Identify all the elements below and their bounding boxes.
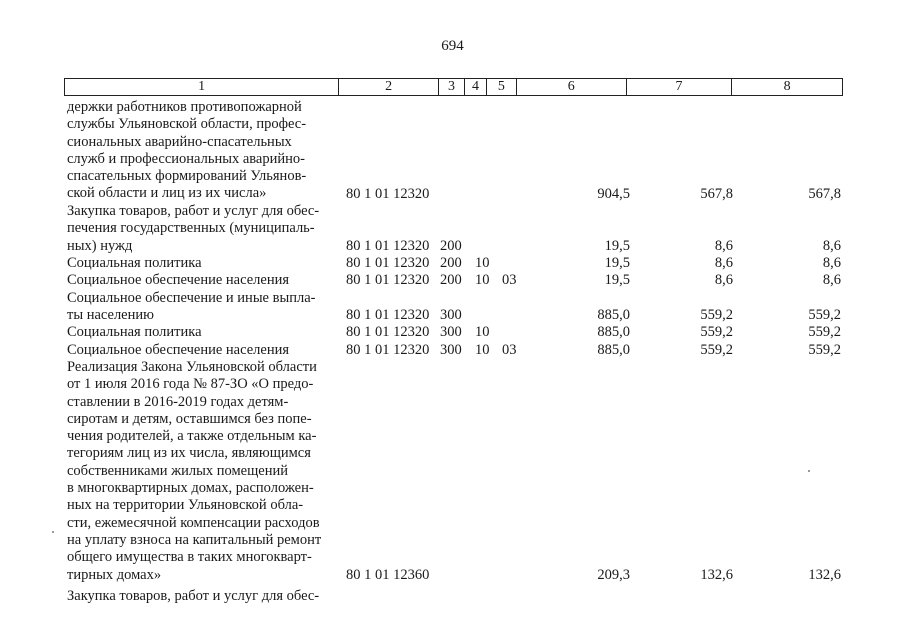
target-article-code: 80 1 01 12320 [346,185,430,202]
subsection-code: 03 [502,342,517,358]
amount-column-8: 8,6 [822,272,841,288]
description-line: в многоквартирных домах, расположен- [67,480,314,497]
column-header-4: 4 [465,79,487,95]
description-line: сти, ежемесячной компенсации расходов [67,514,320,531]
target-article-code: 80 1 01 12320 [346,307,430,324]
amount-column-8: 8,6 [822,255,841,271]
description-line: Закупка товаров, работ и услуг для обес- [67,203,320,219]
description-line: Закупка товаров, работ и услуг для обес- [67,588,320,604]
description-line: ставлении в 2016-2019 годах детям- [67,393,289,410]
expense-type-code: 300 [440,324,462,340]
description-line: от 1 июля 2016 года № 87-ЗО «О предо- [67,376,314,393]
table-row [0,324,905,341]
row-description [67,203,335,255]
column-header-6: 6 [517,79,627,95]
section-code: 10 [475,342,490,358]
description-line: Социальная политика [67,255,202,271]
target-article-code: 80 1 01 12320 [346,342,430,358]
description-line: службы Ульяновской области, профес- [67,116,307,133]
amount-column-6: 209,3 [597,566,630,583]
amount-column-7: 567,8 [700,185,733,202]
row-description [67,272,335,289]
description-line: спасательных формирований Ульянов- [67,168,307,185]
column-header-1: 1 [65,79,339,95]
amount-column-6: 19,5 [604,237,630,254]
amount-column-6: 885,0 [597,307,630,324]
target-article-code: 80 1 01 12320 [346,255,430,271]
target-article-code: 80 1 01 12320 [346,272,430,288]
target-article-code: 80 1 01 12320 [346,324,430,340]
description-line: общего имущества в таких многокварт- [67,549,312,566]
table-row [0,359,905,584]
expense-type-code: 200 [440,272,462,288]
description-line: Реализация Закона Ульяновской области [67,359,317,375]
row-description [67,290,335,325]
section-code: 10 [475,255,490,271]
amount-column-7: 8,6 [714,237,733,254]
description-line: собственниками жилых помещений [67,462,288,479]
amount-column-8: 559,2 [808,324,841,340]
description-line: сиротам и детям, оставшимся без попе- [67,410,312,427]
row-description [67,99,335,203]
row-description [67,342,335,359]
expense-type-code: 300 [440,307,462,324]
amount-column-7: 8,6 [714,255,733,271]
table-row [0,99,905,203]
description-line: ных) нужд [67,237,133,254]
section-code: 10 [475,272,490,288]
expense-type-code: 200 [440,237,462,254]
table-row [0,203,905,255]
expense-type-code: 200 [440,255,462,271]
table-row [0,342,905,359]
table-row [0,290,905,325]
table-row [0,588,905,605]
amount-column-7: 132,6 [700,566,733,583]
column-header-3: 3 [439,79,465,95]
amount-column-6: 904,5 [597,185,630,202]
description-line: ской области и лиц из их числа» [67,185,267,202]
amount-column-7: 559,2 [700,342,733,358]
row-description [67,588,335,605]
target-article-code: 80 1 01 12320 [346,237,430,254]
row-description [67,359,335,584]
amount-column-6: 885,0 [597,342,630,358]
description-line: чения родителей, а также отдельным ка- [67,428,317,445]
description-line: сиональных аварийно-спасательных [67,133,292,150]
description-line: тегориям лиц из их числа, являющимся [67,445,311,462]
section-code: 10 [475,324,490,340]
expense-type-code: 300 [440,342,462,358]
amount-column-8: 559,2 [808,342,841,358]
table-row [0,272,905,289]
amount-column-6: 885,0 [597,324,630,340]
description-line: держки работников противопожарной [67,99,302,115]
amount-column-8: 559,2 [808,307,841,324]
description-line: Социальное обеспечение и иные выпла- [67,290,316,306]
page-number: 694 [441,38,464,54]
amount-column-7: 559,2 [700,307,733,324]
amount-column-7: 8,6 [714,272,733,288]
scan-speck [52,531,54,533]
amount-column-8: 8,6 [822,237,841,254]
amount-column-8: 567,8 [808,185,841,202]
description-line: ты населению [67,307,154,324]
description-line: печения государственных (муниципаль- [67,220,315,237]
description-line: служб и профессиональных аварийно- [67,150,305,167]
description-line: Социальная политика [67,324,202,340]
column-header-8: 8 [783,79,791,94]
scan-speck [808,470,810,472]
target-article-code: 80 1 01 12360 [346,566,430,583]
amount-column-6: 19,5 [604,255,630,271]
amount-column-8: 132,6 [808,566,841,583]
column-header-7: 7 [627,79,733,95]
description-line: на уплату взноса на капитальный ремонт [67,531,322,548]
row-description [67,255,335,272]
subsection-code: 03 [502,272,517,288]
column-header-5: 5 [487,79,517,95]
amount-column-7: 559,2 [700,324,733,340]
table-row [0,255,905,272]
description-line: ных на территории Ульяновской обла- [67,497,304,514]
description-line: Социальное обеспечение населения [67,272,290,288]
column-header-2: 2 [339,79,439,95]
description-line: Социальное обеспечение населения [67,342,290,358]
row-description [67,324,335,341]
description-line: тирных домах» [67,566,162,583]
amount-column-6: 19,5 [604,272,630,288]
